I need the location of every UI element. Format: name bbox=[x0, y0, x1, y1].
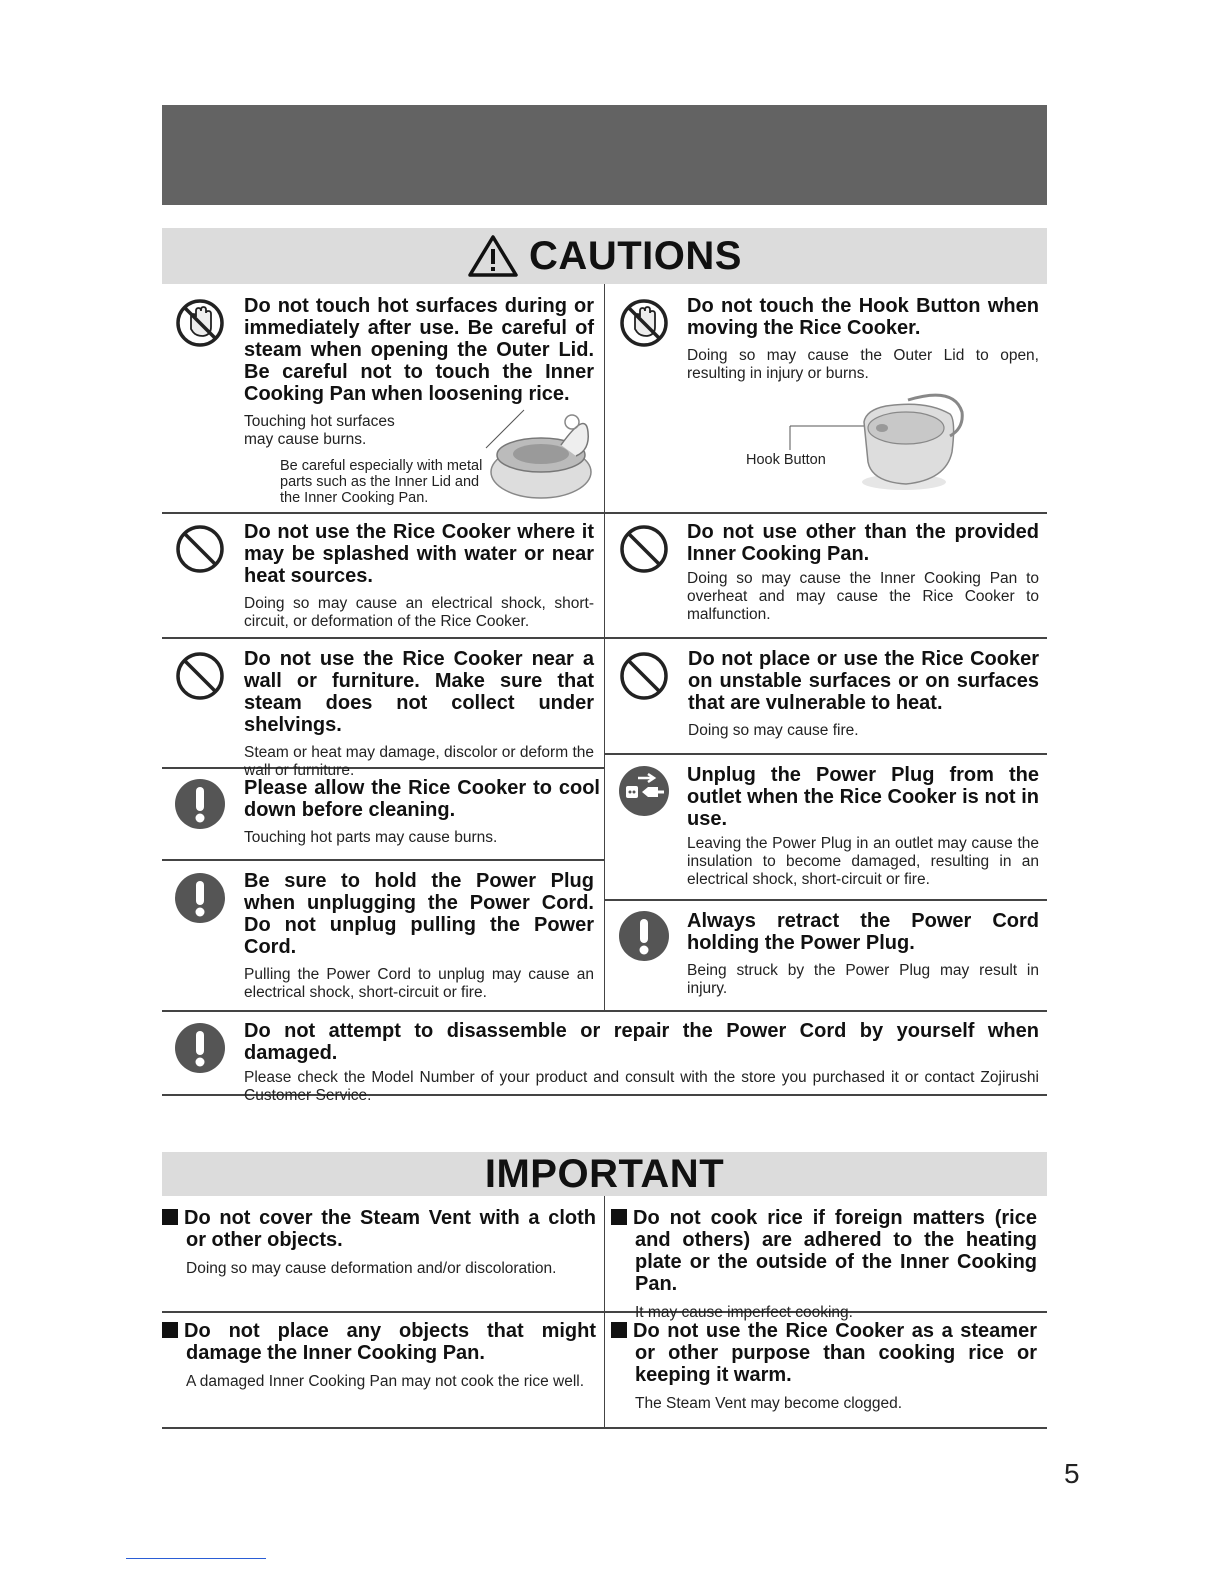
caution-heading: Do not place or use the Rice Cooker on unstable surfaces or on surfaces that are vulnerable to heat. bbox=[688, 648, 1039, 714]
important-heading-text: Do not use the Rice Cooker as a steamer or other purpose than cooking rice or keeping it warm. bbox=[633, 1320, 1037, 1386]
mandatory-action-icon bbox=[174, 778, 226, 830]
callout-metal-parts: Be careful especially with metal parts such as the Inner Lid and the Inner Cooking Pan. bbox=[280, 458, 483, 506]
cautions-banner bbox=[162, 228, 1047, 284]
important-heading bbox=[611, 1320, 1037, 1386]
caution-heading: Be sure to hold the Power Plug when unplugging the Power Cord. Do not unplug pulling the Power Cord. bbox=[244, 870, 594, 958]
caution-item bbox=[687, 910, 1039, 998]
important-banner bbox=[162, 1152, 1047, 1196]
important-item bbox=[162, 1207, 596, 1278]
caution-body: Touching hot surfaces may cause burns. bbox=[244, 413, 395, 448]
important-heading bbox=[162, 1207, 596, 1251]
caution-item bbox=[244, 521, 594, 631]
caution-heading: Please allow the Rice Cooker to cool down before cleaning. bbox=[244, 777, 600, 821]
caution-item bbox=[244, 1020, 1039, 1105]
row-divider bbox=[162, 1010, 1047, 1012]
mandatory-action-icon bbox=[618, 910, 670, 962]
row-divider bbox=[162, 1427, 1047, 1429]
row-divider bbox=[605, 899, 1047, 901]
caution-item bbox=[244, 777, 600, 847]
row-divider bbox=[162, 637, 1047, 639]
warning-triangle-icon bbox=[467, 234, 519, 278]
important-title: IMPORTANT bbox=[484, 1152, 725, 1196]
caution-item bbox=[687, 295, 1039, 383]
footer-rule bbox=[126, 1558, 266, 1559]
caution-body: Doing so may cause the Inner Cooking Pan to overheat and may cause the Rice Cooker to malfunction. bbox=[687, 570, 1039, 623]
callout-hook-button: Hook Button bbox=[746, 452, 826, 468]
column-divider bbox=[604, 284, 605, 1011]
caution-body: Pulling the Power Cord to unplug may cause an electrical shock, short-circuit or fire. bbox=[244, 966, 594, 1001]
caution-body: Doing so may cause an electrical shock, short-circuit, or deformation of the Rice Cooker. bbox=[244, 595, 594, 630]
row-divider bbox=[162, 512, 1047, 514]
caution-heading: Always retract the Power Cord holding the Power Plug. bbox=[687, 910, 1039, 954]
caution-body: Being struck by the Power Plug may result in injury. bbox=[687, 962, 1039, 997]
prohibited-icon bbox=[174, 523, 226, 575]
do-not-touch-hand-icon bbox=[618, 297, 670, 349]
mandatory-action-icon bbox=[174, 872, 226, 924]
caution-body: Doing so may cause fire. bbox=[688, 722, 859, 739]
caution-heading: Do not use the Rice Cooker where it may be splashed with water or near heat sources. bbox=[244, 521, 594, 587]
important-item bbox=[611, 1320, 1037, 1413]
mandatory-action-icon bbox=[174, 1022, 226, 1074]
caution-item bbox=[244, 870, 594, 1002]
caution-item bbox=[688, 648, 1039, 740]
bullet-square-icon bbox=[611, 1209, 627, 1225]
caution-heading: Do not use the Rice Cooker near a wall or furniture. Make sure that steam does not collect under shelvings. bbox=[244, 648, 594, 736]
caution-heading: Do not touch the Hook Button when moving the Rice Cooker. bbox=[687, 295, 1039, 339]
important-heading-text: Do not cook rice if foreign matters (rice and others) are adhered to the heating plate or the outside of the Inner Cooking Pan. bbox=[633, 1207, 1037, 1295]
caution-item bbox=[244, 648, 594, 780]
caution-heading: Unplug the Power Plug from the outlet when the Rice Cooker is not in use. bbox=[687, 764, 1039, 830]
caution-heading: Do not touch hot surfaces during or immediately after use. Be careful of steam when opening the Outer Lid. Be careful not to touch the Inner Cooking Pan when loosening rice. bbox=[244, 295, 594, 405]
important-body: The Steam Vent may become clogged. bbox=[635, 1395, 903, 1412]
do-not-touch-hand-icon bbox=[174, 297, 226, 349]
bullet-square-icon bbox=[162, 1209, 178, 1225]
caution-body: Steam or heat may damage, discolor or deform the wall or furniture. bbox=[244, 744, 594, 779]
caution-heading: Do not attempt to disassemble or repair the Power Cord by yourself when damaged. bbox=[244, 1020, 1039, 1064]
row-divider bbox=[605, 753, 1047, 755]
important-body: Doing so may cause deformation and/or discoloration. bbox=[186, 1260, 557, 1277]
prohibited-icon bbox=[174, 650, 226, 702]
rice-cooker-hook-illustration bbox=[786, 392, 966, 494]
rice-cooker-open-lid-illustration bbox=[476, 400, 600, 510]
caution-body: Touching hot parts may cause burns. bbox=[244, 829, 498, 846]
important-body: It may cause imperfect cooking. bbox=[635, 1304, 853, 1321]
caution-item bbox=[687, 521, 1039, 624]
bullet-square-icon bbox=[162, 1322, 178, 1338]
important-heading-text: Do not cover the Steam Vent with a cloth or other objects. bbox=[184, 1207, 596, 1251]
bullet-square-icon bbox=[611, 1322, 627, 1338]
row-divider bbox=[162, 859, 604, 861]
unplug-icon bbox=[618, 765, 670, 817]
prohibited-icon bbox=[618, 650, 670, 702]
cautions-title: CAUTIONS bbox=[529, 233, 742, 278]
caution-body: Leaving the Power Plug in an outlet may cause the insulation to become damaged, resulting in an electrical shock, short-circuit or fire. bbox=[687, 835, 1039, 888]
caution-heading: Do not use other than the provided Inner Cooking Pan. bbox=[687, 521, 1039, 565]
important-heading-text: Do not place any objects that might damage the Inner Cooking Pan. bbox=[184, 1320, 596, 1364]
header-band bbox=[162, 105, 1047, 205]
prohibited-icon bbox=[618, 523, 670, 575]
page-number: 5 bbox=[1064, 1458, 1080, 1489]
important-heading bbox=[162, 1320, 596, 1364]
caution-body: Please check the Model Number of your product and consult with the store you purchased it or contact Zojirushi Customer Service. bbox=[244, 1069, 1039, 1104]
important-heading bbox=[611, 1207, 1037, 1295]
important-body: A damaged Inner Cooking Pan may not cook the rice well. bbox=[186, 1373, 585, 1390]
important-item bbox=[611, 1207, 1037, 1322]
caution-body: Doing so may cause the Outer Lid to open, resulting in injury or burns. bbox=[687, 347, 1039, 382]
important-item bbox=[162, 1320, 596, 1391]
caution-item bbox=[687, 764, 1039, 889]
